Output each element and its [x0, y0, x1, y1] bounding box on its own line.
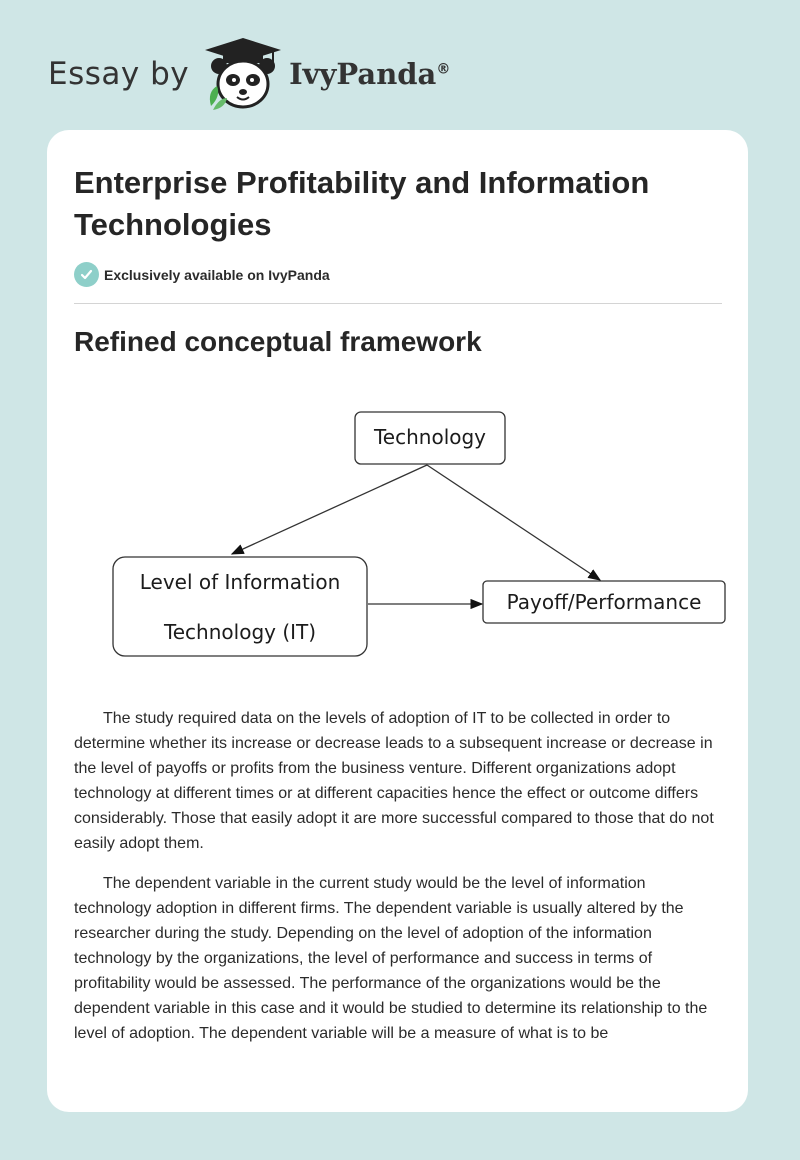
panda-logo-icon	[203, 36, 283, 112]
brand-name	[289, 57, 450, 91]
registered-mark: ®	[436, 61, 451, 78]
article-body	[74, 706, 726, 1061]
node-payoff	[483, 581, 725, 623]
node-payoff-label: Payoff/Performance	[506, 590, 702, 614]
exclusive-label: Exclusively available on IvyPanda	[104, 266, 330, 283]
node-level-label-line2: Technology (IT)	[163, 620, 317, 644]
essay-by-label: Essay by	[48, 56, 190, 92]
node-level-of-it	[113, 557, 367, 656]
paragraph: The dependent variable in the current study would be the level of information technology adoption in different firms. The dependent variable is usually altered by the researcher during the study. Depending on the level of adoption of the information technology by the organizations, the level of performance and success in terms of profitability would be assessed. The performance of the organizations would be the dependent variable in this case and it would be studied to determine its relationship to the level of adoption. The dependent variable will be a measure of what is to be	[74, 875, 708, 1042]
section-title: Refined conceptual framework	[74, 326, 482, 357]
node-technology-label: Technology	[373, 425, 487, 449]
site-header	[48, 34, 450, 114]
framework-diagram	[47, 130, 748, 690]
node-level-label-line1: Level of Information	[139, 570, 341, 594]
paragraph: The study required data on the levels of adoption of IT to be collected in order to determine whether its increase or decrease leads to a subsequent increase or decrease in the level of payoffs or profits from the business venture. Different organizations adopt technology at different times or at different capacities hence the effect or outcome differs considerably. Those that easily adopt it are more successful compared to those that do not easily adopt them.	[74, 710, 714, 852]
page-title: Enterprise Profitability and Information Technologies	[74, 165, 650, 242]
brand-name-text: IvyPanda	[289, 57, 437, 91]
article-card	[47, 130, 748, 1112]
arrow-technology-to-payoff	[427, 465, 600, 580]
node-technology	[355, 412, 505, 464]
arrow-technology-to-level	[232, 465, 427, 554]
